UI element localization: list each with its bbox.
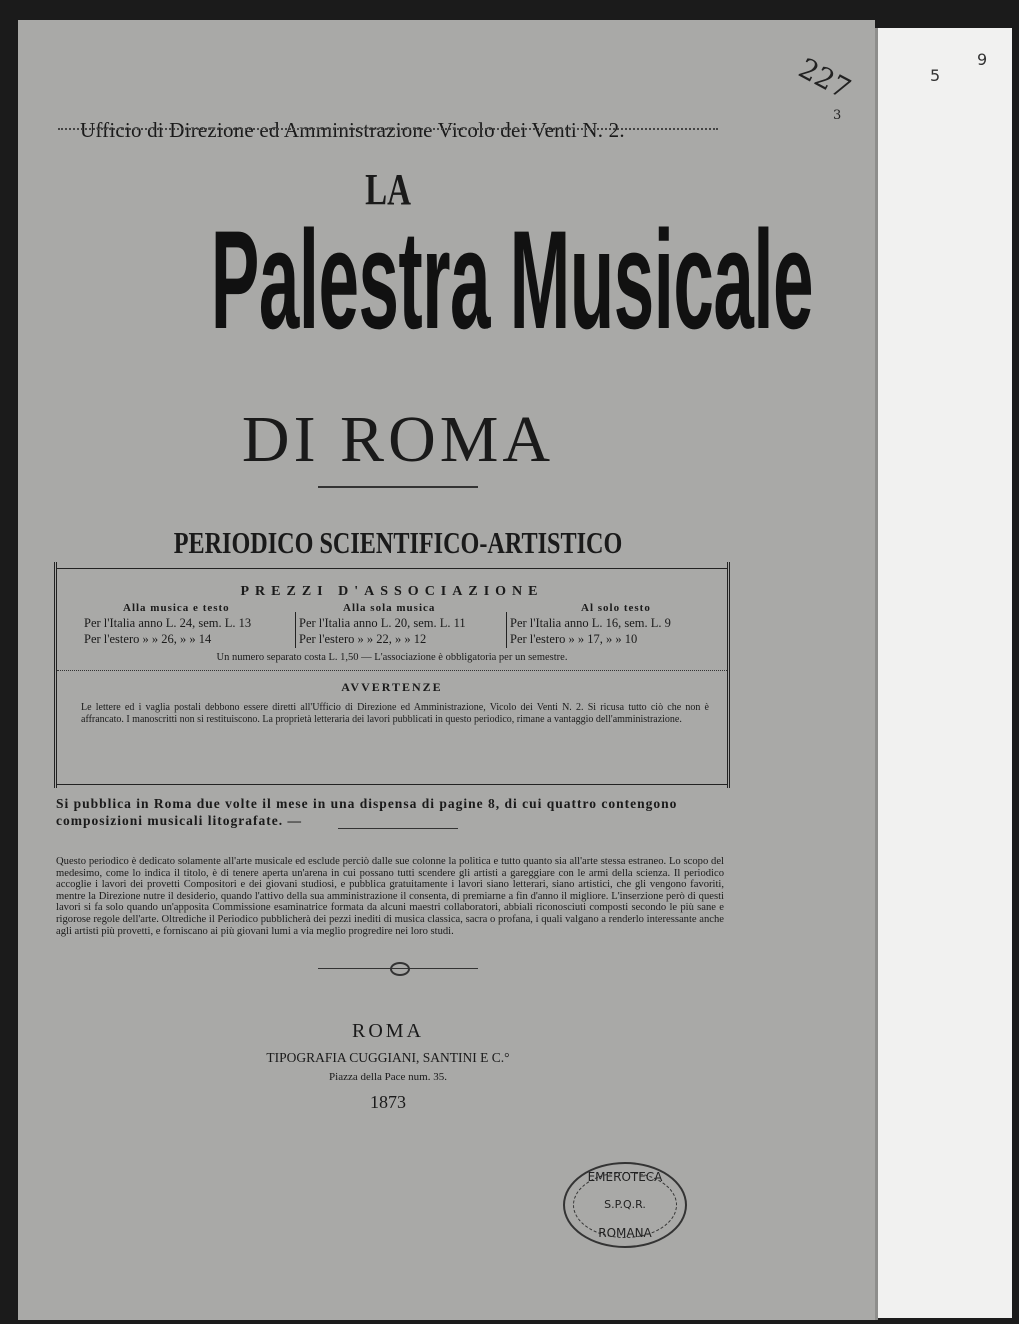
- price-col-1-abroad: Per l'estero » » 26, » » 14: [84, 632, 212, 646]
- stamp-top-text: EMEROTECA: [587, 1170, 663, 1184]
- imprint-city: ROMA: [351, 1020, 424, 1042]
- office-header: Ufficio di Direzione ed Amministrazione Vicolo dei Venti N. 2.: [80, 118, 625, 142]
- handwritten-small-number: 3: [833, 108, 842, 123]
- journal-cover-page: [18, 20, 875, 1320]
- stamp-bottom-text: ROMANA: [598, 1226, 652, 1240]
- description-paragraph: Questo periodico è dedicato solamente all'arte musicale ed esclude perciò dalle sue colonne la politica e tutto quanto sia all'arte stessa estraneo. Lo scopo del medesimo, come lo indica il titolo, è di tenere aperta un'arena in cui possano tutti scendere gli artisti a gareggiare con le armi della scienza. Il periodico accoglie i lavori dei provetti Compositori e dei giovani studiosi, e pubblica gratuitamente i lavori siano letterari, siano artistici, che gli vengono favoriti, mentre la Direzione nutre il desiderio, quando l'attivo della sua amministrazione il consenta, di premiarne a fin d'anno il migliore. L'inserzione però di questi lavori si fa solo quando un'apposita Commissione esaminatrice formata da alcuni maestri collaboratori, abbiali riconosciuti composti secondo le più sane e rigorose regole dell'arte. Oltrediche il Periodico pubblicherà dei pezzi inediti di musica classica, sacra o profana, i quali valgano a renderlo interessante anche agli artisti più provetti, e forniscano ai più giovani lumi a via meglio progredire nei loro studi.: [56, 856, 724, 937]
- back-page-number-left: 5: [930, 66, 941, 85]
- stamp-middle-text: S.P.Q.R.: [604, 1198, 646, 1211]
- warnings-heading: AVVERTENZE: [341, 680, 443, 694]
- handwritten-number: 227: [793, 51, 857, 106]
- imprint-printer: TIPOGRAFIA CUGGIANI, SANTINI E C.°: [266, 1050, 510, 1065]
- publication-notice: Si pubblica in Roma due volte il mese in una dispensa di pagine 8, di cui quattro contengono composizioni musicali litografate. —: [56, 796, 678, 828]
- library-stamp: [563, 1162, 687, 1248]
- ornament-flourish: [390, 962, 410, 976]
- imprint-address: Piazza della Pace num. 35.: [329, 1071, 447, 1083]
- masthead-city: DI ROMA: [241, 403, 555, 476]
- back-page-number-right: 9: [977, 50, 988, 69]
- back-page: [862, 28, 1012, 1318]
- header-rule: [58, 128, 718, 130]
- price-col-1-label: Alla musica e testo: [123, 602, 230, 614]
- price-col-3-italy: Per l'Italia anno L. 16, sem. L. 9: [510, 616, 671, 630]
- price-col-1-italy: Per l'Italia anno L. 24, sem. L. 13: [84, 616, 252, 630]
- price-col-2-italy: Per l'Italia anno L. 20, sem. L. 11: [299, 616, 466, 630]
- price-col-2-label: Alla sola musica: [343, 602, 436, 614]
- masthead-title: Palestra Musicale: [210, 201, 814, 358]
- price-note: Un numero separato costa L. 1,50 — L'associazione è obbligatoria per un semestre.: [216, 652, 568, 663]
- ornament-divider: [318, 486, 478, 488]
- subscription-box: [54, 562, 730, 788]
- warnings-text: Le lettere ed i vaglia postali debbono essere diretti all'Ufficio di Direzione ed Amministrazione, Vicolo dei Venti N. 2. Si ricusa tutto ciò che non è affrancato. I manoscritti non si restituiscono. La proprietà letteraria dei lavori pubblicati in questo periodico, rimane a vantaggio dell'amministrazione.: [81, 702, 709, 725]
- price-col-3-abroad: Per l'estero » » 17, » » 10: [510, 632, 638, 646]
- price-col-2-abroad: Per l'estero » » 22, » » 12: [299, 632, 427, 646]
- price-col-3-label: Al solo testo: [581, 602, 651, 614]
- masthead-subtitle: PERIODICO SCIENTIFICO-ARTISTICO: [173, 525, 623, 560]
- masthead-article: LA: [365, 165, 411, 214]
- imprint-year: 1873: [370, 1092, 406, 1112]
- prices-heading: PREZZI D'ASSOCIAZIONE: [240, 584, 544, 599]
